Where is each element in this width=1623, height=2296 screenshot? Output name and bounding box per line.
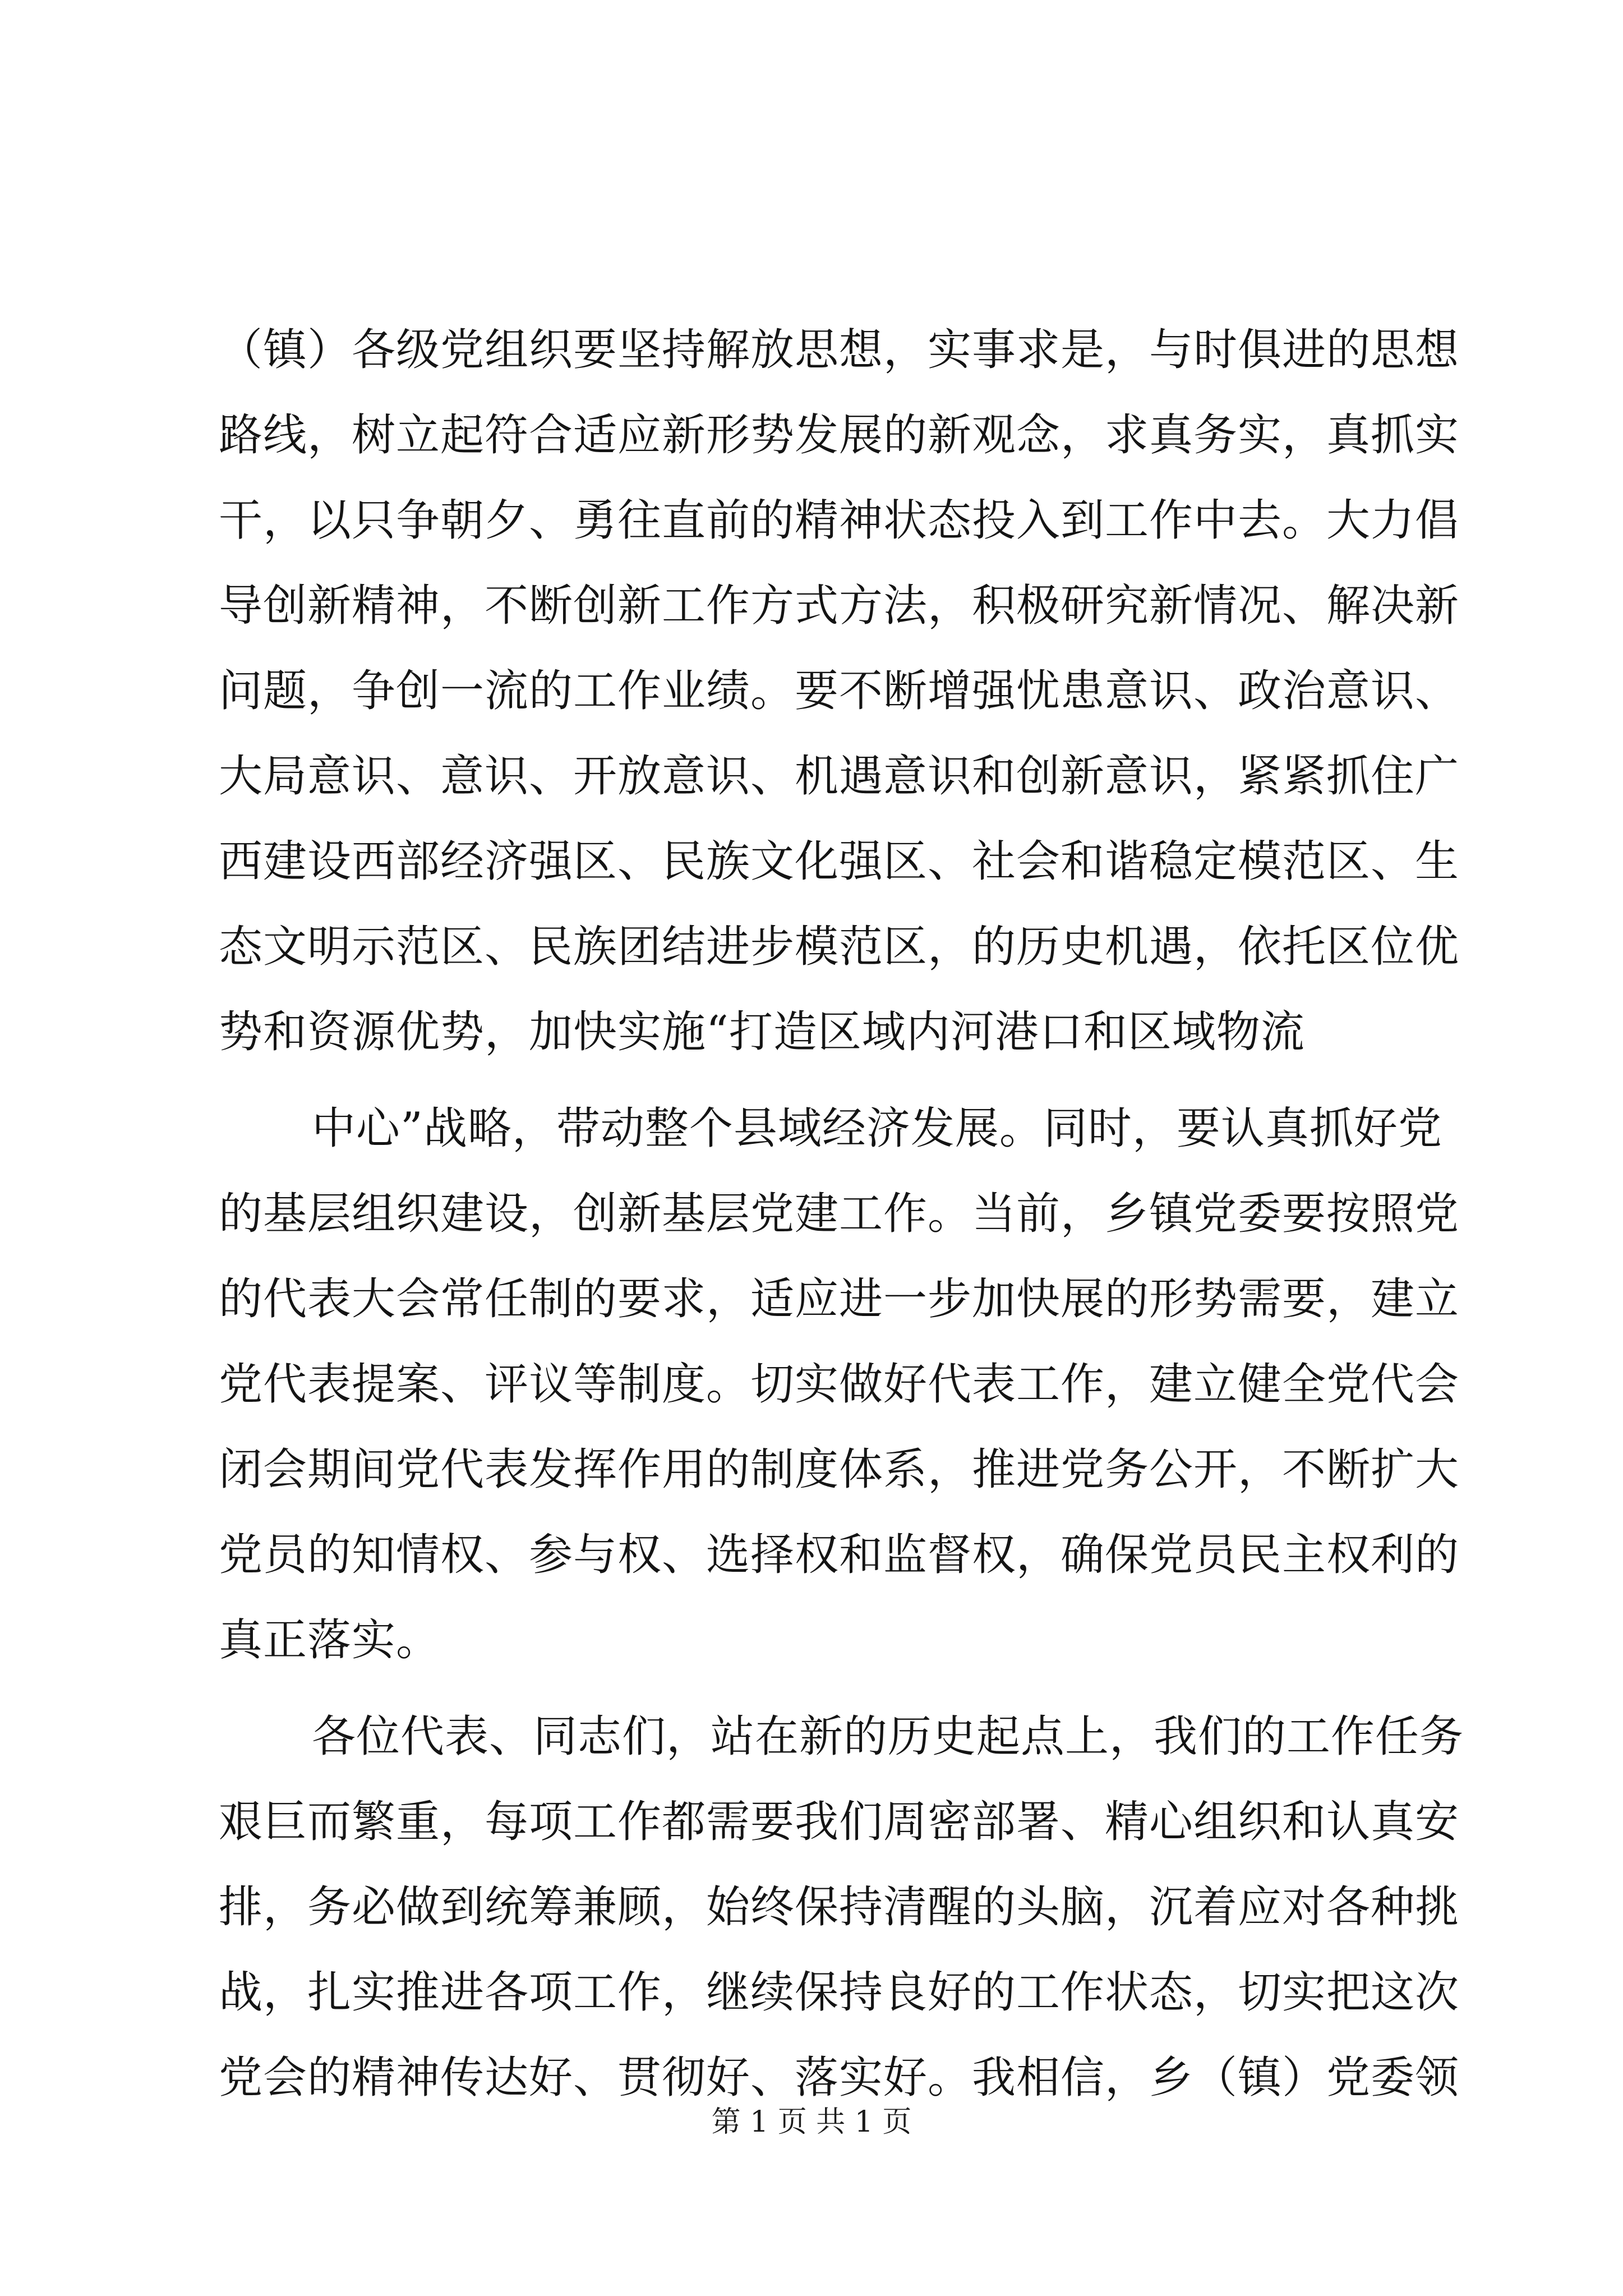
text-line: 党代表提案、评议等制度。切实做好代表工作，建立健全党代会 — [219, 1359, 1460, 1410]
text-line: 问题，争创一流的工作业绩。要不断增强忧患意识、政治意识、 — [219, 666, 1460, 716]
text-line: 导创新精神，不断创新工作方式方法，积极研究新情况、解决新 — [219, 581, 1460, 631]
text-line: 势和资源优势，加快实施“打造区域内河港口和区域物流 — [219, 1007, 1305, 1057]
document-body — [219, 307, 1464, 2120]
text-line: 西建设西部经济强区、民族文化强区、社会和谐稳定模范区、生 — [219, 836, 1460, 887]
text-line: 党员的知情权、参与权、选择权和监督权，确保党员民主权利的 — [219, 1530, 1460, 1580]
text-line: 的代表大会常任制的要求，适应进一步加快展的形势需要，建立 — [219, 1274, 1460, 1324]
page-footer: 第 1 页 共 1 页 — [711, 2105, 912, 2139]
text-line: 各位代表、同志们，站在新的历史起点上，我们的工作任务 — [312, 1711, 1464, 1762]
text-line: 态文明示范区、民族团结进步模范区，的历史机遇，依托区位优 — [219, 922, 1460, 972]
text-line: （镇）各级党组织要坚持解放思想，实事求是，与时俱进的思想 — [219, 325, 1460, 375]
text-line: 大局意识、意识、开放意识、机遇意识和创新意识，紧紧抓住广 — [219, 751, 1460, 802]
text-line: 中心”战略，带动整个县域经济发展。同时，要认真抓好党 — [312, 1103, 1442, 1154]
text-line: 闭会期间党代表发挥作用的制度体系，推进党务公开，不断扩大 — [219, 1444, 1460, 1495]
text-line: 艰巨而繁重，每项工作都需要我们周密部署、精心组织和认真安 — [219, 1797, 1460, 1847]
text-line: 干，以只争朝夕、勇往直前的精神状态投入到工作中去。大力倡 — [219, 495, 1460, 546]
text-line: 排，务必做到统筹兼顾，始终保持清醒的头脑，沉着应对各种挑 — [219, 1882, 1460, 1932]
text-line: 党会的精神传达好、贯彻好、落实好。我相信，乡（镇）党委领 — [219, 2053, 1460, 2103]
paragraph — [219, 307, 1460, 1075]
text-line: 战，扎实推进各项工作，继续保持良好的工作状态，切实把这次 — [219, 1967, 1460, 2018]
text-line: 的基层组织建设，创新基层党建工作。当前，乡镇党委要按照党 — [219, 1189, 1460, 1239]
paragraph — [219, 1694, 1464, 2120]
paragraph — [219, 1086, 1460, 1683]
text-line: 真正落实。 — [219, 1615, 441, 1665]
text-line: 路线，树立起符合适应新形势发展的新观念，求真务实，真抓实 — [219, 410, 1460, 461]
